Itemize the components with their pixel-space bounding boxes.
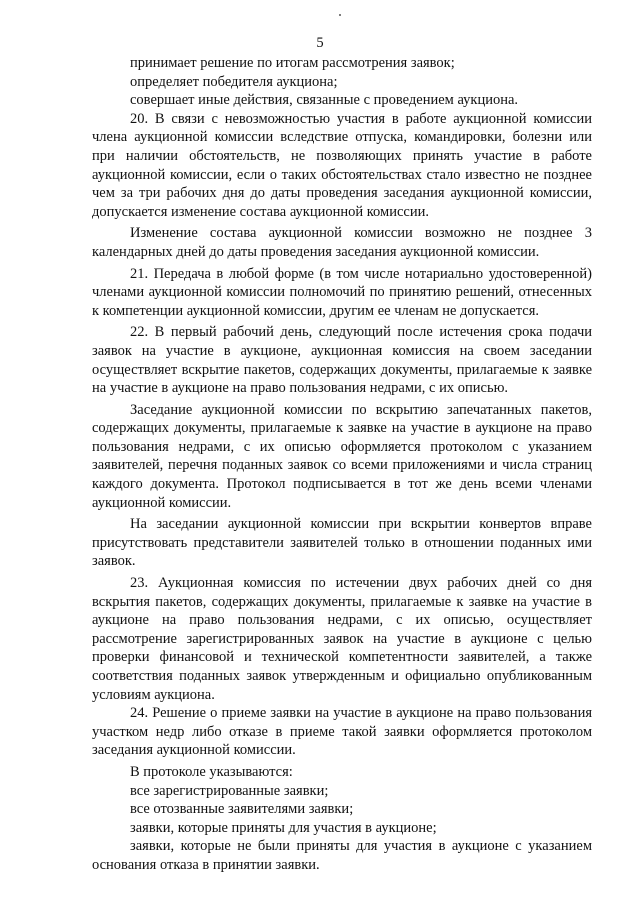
scan-dot — [339, 14, 341, 16]
list-item: все отозванные заявителями заявки; — [130, 801, 354, 818]
list-item: определяет победителя аукциона; — [130, 73, 338, 90]
paragraph-20-amendment: Изменение состава аукционной комиссии возможно не позднее 3 календарных дней до даты проведения заседания аукционной комиссии. — [92, 225, 592, 260]
paragraph-22-attendance: На заседании аукционной комиссии при вскрытии конвертов вправе присутствовать представители заявителей только в отношении поданных ими заявок. — [92, 516, 592, 570]
paragraph-24: 24. Решение о приеме заявки на участие в аукционе на право пользования участком недр либо отказе в приеме такой заявки оформляется протоколом заседания аукционной комиссии. — [92, 705, 592, 759]
list-item: заявки, которые приняты для участия в аукционе; — [130, 819, 437, 836]
paragraph-20: 20. В связи с невозможностью участия в работе аукционной комиссии члена аукционной комиссии вследствие отпуска, командировки, болезни или при наличии обстоятельств, не позволяющих принять участие в работе аукционной комиссии, если о таких обстоятельствах стало известно не позднее чем за три рабочих дня до даты проведения заседания аукционной комиссии, допускается изменение состава аукционной комиссии. — [92, 110, 592, 220]
paragraph-21: 21. Передача в любой форме (в том числе нотариально удостоверенной) членами аукционной комиссии полномочий по принятию решений, отнесенных к компетенции аукционной комиссии, другим ее членам не допускается. — [92, 265, 592, 319]
paragraph-22-session: Заседание аукционной комиссии по вскрытию запечатанных пакетов, содержащих документы, прилагаемые к заявке на участие в аукционе на право пользования недрами, с их описью оформляется протоколом с указанием заявителей, перечня поданных заявок со всеми приложениями и числа страниц каждого документа. Протокол подписывается в тот же день всеми членами аукционной комиссии. — [92, 401, 592, 511]
page-number: 5 — [316, 35, 324, 51]
list-item: принимает решение по итогам рассмотрения заявок; — [130, 55, 455, 71]
paragraph-22: 22. В первый рабочий день, следующий после истечения срока подачи заявок на участие в аукционе, аукционная комиссия на своем заседании осуществляет вскрытие пакетов, содержащих документы, прилагаемые к заявке на участие в аукционе на право пользования недрами, с их описью. — [92, 324, 592, 397]
list-item: заявки, которые не были приняты для участия в аукционе с указанием основания отказа в принятии заявки. — [92, 838, 592, 873]
list-item: совершает иные действия, связанные с проведением аукциона. — [130, 92, 519, 109]
list-item: все зарегистрированные заявки; — [130, 782, 329, 799]
protocol-contents-heading: В протоколе указываются: — [130, 763, 293, 780]
document-body — [92, 54, 592, 875]
paragraph-23: 23. Аукционная комиссия по истечении двух рабочих дней со дня вскрытия пакетов, содержащих документы, прилагаемые к заявке на участие в аукционе на право пользования недрами, с их описью, осуществляет рассмотрение зарегистрированных заявок на участие в аукционе с целью проверки финансовой и технической компетентности заявителей, а также соответствия поданных заявок утвержденным и официально опубликованным условиям аукциона. — [92, 575, 592, 703]
